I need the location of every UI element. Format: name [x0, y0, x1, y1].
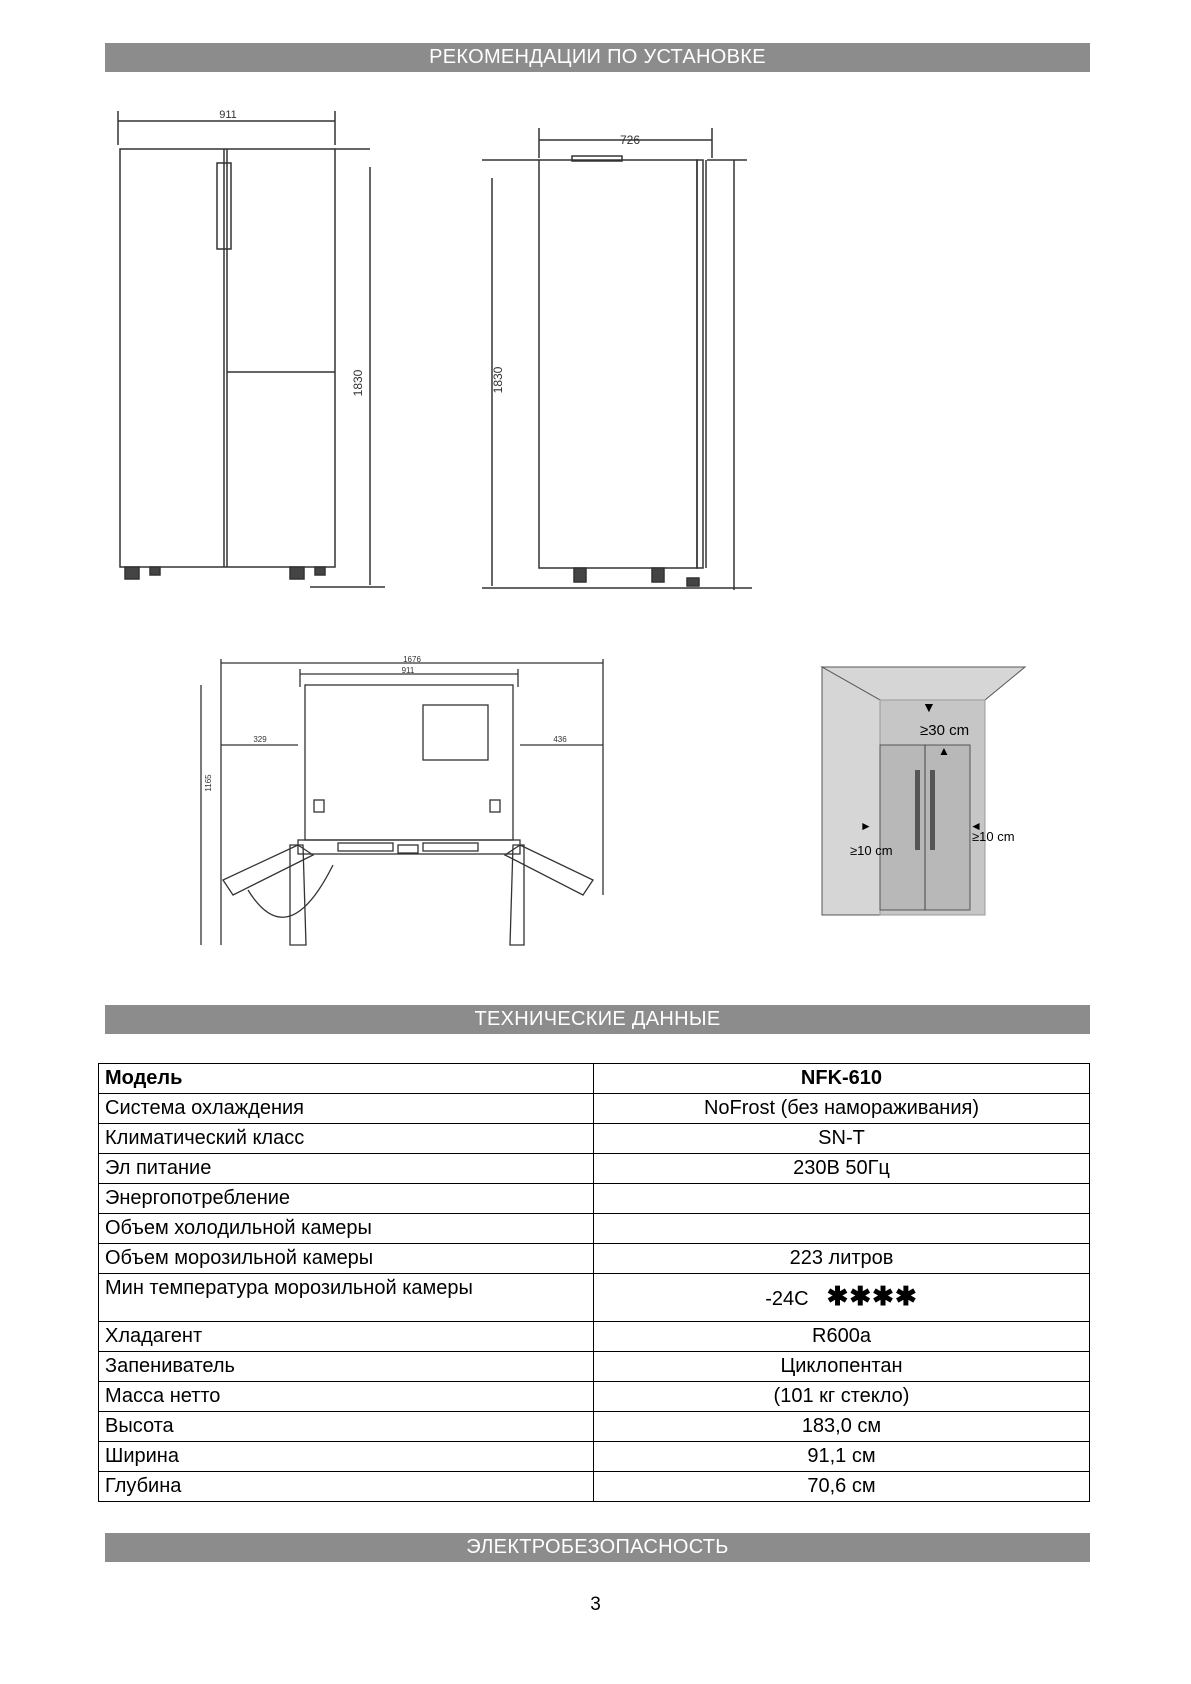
section-header-installation: РЕКОМЕНДАЦИИ ПО УСТАНОВКЕ [105, 43, 1090, 72]
spec-value: SN-T [594, 1124, 1090, 1154]
top-depth-label: 1165 [204, 774, 213, 792]
top-total-width-label: 1676 [403, 655, 421, 664]
spec-label: Масса нетто [99, 1382, 594, 1412]
freezer-stars-icon: ✱✱✱✱ [826, 1281, 918, 1311]
table-row [99, 1274, 1090, 1322]
spec-label: Объем морозильной камеры [99, 1244, 594, 1274]
spec-value: Циклопентан [594, 1352, 1090, 1382]
section-header-technical: ТЕХНИЧЕСКИЕ ДАННЫЕ [105, 1005, 1090, 1034]
clearance-top-label: ≥30 cm [920, 722, 970, 739]
spec-label: Запениватель [99, 1352, 594, 1382]
spec-label: Система охлаждения [99, 1094, 594, 1124]
table-row [99, 1154, 1090, 1184]
spec-table [98, 1063, 1090, 1502]
spec-label: Глубина [99, 1472, 594, 1502]
front-view-drawing [110, 105, 390, 595]
table-row [99, 1322, 1090, 1352]
spec-value: 230В 50Гц [594, 1154, 1090, 1184]
side-depth-label: 726 [619, 133, 641, 147]
front-width-label: 911 [219, 109, 237, 121]
arrow-down-icon: ▼ [922, 699, 936, 715]
top-body-width-label: 911 [401, 666, 415, 675]
side-view-drawing [482, 118, 752, 598]
top-left-door-label: 329 [253, 735, 267, 744]
clearance-diagram [820, 665, 1040, 925]
section-header-electrical: ЭЛЕКТРОБЕЗОПАСНОСТЬ [105, 1533, 1090, 1562]
spec-label: Модель [99, 1064, 594, 1094]
table-row [99, 1064, 1090, 1094]
arrow-left-icon: ◄ [970, 819, 982, 833]
side-height-label: 1830 [491, 366, 505, 394]
spec-value: NoFrost (без намораживания) [594, 1094, 1090, 1124]
spec-value [594, 1274, 1090, 1322]
spec-value: R600a [594, 1322, 1090, 1352]
spec-value [594, 1184, 1090, 1214]
spec-value: 91,1 см [594, 1442, 1090, 1472]
spec-value: NFK-610 [594, 1064, 1090, 1094]
arrow-up-icon: ▲ [938, 744, 950, 758]
freezer-temp-value: -24С [765, 1288, 809, 1310]
spec-value: 183,0 см [594, 1412, 1090, 1442]
spec-label: Климатический класс [99, 1124, 594, 1154]
spec-label: Энергопотребление [99, 1184, 594, 1214]
spec-label: Ширина [99, 1442, 594, 1472]
table-row [99, 1472, 1090, 1502]
spec-value: 223 литров [594, 1244, 1090, 1274]
front-height-label: 1830 [351, 369, 365, 397]
table-row [99, 1124, 1090, 1154]
table-row [99, 1184, 1090, 1214]
clearance-left-label: ≥10 cm [850, 843, 893, 858]
spec-label: Хладагент [99, 1322, 594, 1352]
spec-value: (101 кг стекло) [594, 1382, 1090, 1412]
table-row [99, 1244, 1090, 1274]
table-row [99, 1352, 1090, 1382]
spec-label: Эл питание [99, 1154, 594, 1184]
spec-label: Мин температура морозильной камеры [99, 1274, 594, 1322]
clearance-right-label: ≥10 cm [972, 829, 1015, 844]
top-view-drawing [198, 655, 618, 955]
table-row [99, 1382, 1090, 1412]
table-row [99, 1094, 1090, 1124]
table-row [99, 1214, 1090, 1244]
page-number: 3 [590, 1594, 601, 1615]
table-row [99, 1412, 1090, 1442]
spec-value [594, 1214, 1090, 1244]
spec-value: 70,6 см [594, 1472, 1090, 1502]
top-right-door-label: 436 [553, 735, 567, 744]
spec-label: Высота [99, 1412, 594, 1442]
spec-label: Объем холодильной камеры [99, 1214, 594, 1244]
table-row [99, 1442, 1090, 1472]
arrow-right-icon: ► [860, 819, 872, 833]
